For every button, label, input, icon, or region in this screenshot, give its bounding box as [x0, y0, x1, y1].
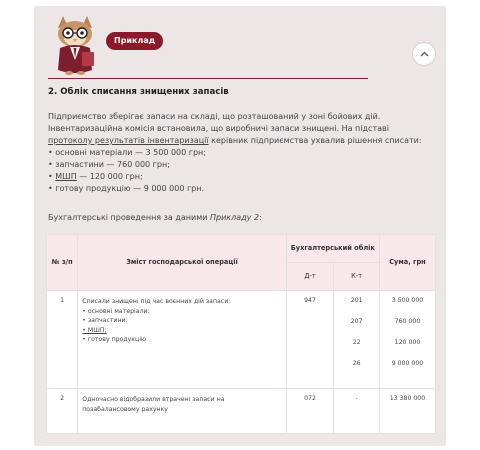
row-no: 2 [47, 389, 78, 434]
list-item: • запчастини — 760 000 грн; [48, 160, 170, 169]
list-item: • основні матеріали — 3 500 000 грн; [48, 148, 206, 157]
owl-mascot-icon [48, 14, 102, 76]
row-sum: 13 380 000 [379, 389, 435, 434]
accounting-entries-table [46, 234, 436, 434]
header-debit: Д-т [286, 263, 334, 291]
row-debit: 947 [286, 291, 334, 389]
mshp-link[interactable]: МШП [55, 172, 77, 181]
header-accounting: Бухгалтерський облік [286, 235, 379, 263]
section-title: 2. Облік списання знищених запасів [48, 87, 229, 97]
table-row [47, 389, 436, 434]
table-caption: Бухгалтерські проведення за даними Прикладу 2: [48, 213, 262, 222]
paragraph-text-1: Підприємство зберігає запаси на складі, що розташований у зоні бойових дій. Інвентаризаційна комісія встановила, що виробничі запаси знищені. На підставі [48, 112, 389, 133]
table-row [47, 291, 436, 389]
example-badge: Приклад [106, 32, 163, 50]
header-no: № з/п [47, 235, 78, 291]
mshp-table-link[interactable]: • МШП; [82, 326, 107, 334]
header-credit: К-т [334, 263, 380, 291]
chevron-up-icon [420, 51, 429, 57]
row-desc: Списали знищені під час воєнних дій запаси: • основні матеріали; • запчастини; • МШП; • готову продукцію [78, 291, 286, 389]
header-sum: Сума, грн [379, 235, 435, 291]
example-reference: Прикладу 2 [210, 213, 260, 222]
inventory-protocol-link[interactable]: протоколу результатів інвентаризації [48, 136, 209, 145]
paragraph-text-2: керівник підприємства ухвалив рішення списати: [208, 136, 422, 145]
list-item: • готову продукцію — 9 000 000 грн. [48, 184, 205, 193]
writeoff-list [48, 147, 434, 195]
row-credits: 201 207 22 26 [334, 291, 380, 389]
header-desc: Зміст господарської операції [78, 235, 286, 291]
row-credit: - [334, 389, 380, 434]
row-debit: 072 [286, 389, 334, 434]
row-desc: Одночасно відобразили втрачені запаси на позабалансовому рахунку [78, 389, 286, 434]
row-no: 1 [47, 291, 78, 389]
case-description [48, 111, 434, 195]
collapse-button[interactable] [412, 42, 436, 66]
divider [48, 78, 368, 79]
list-item: • МШП — 120 000 грн; [48, 172, 143, 181]
example-card [34, 6, 446, 446]
row-sums: 3 500 000 760 000 120 000 9 000 000 [379, 291, 435, 389]
